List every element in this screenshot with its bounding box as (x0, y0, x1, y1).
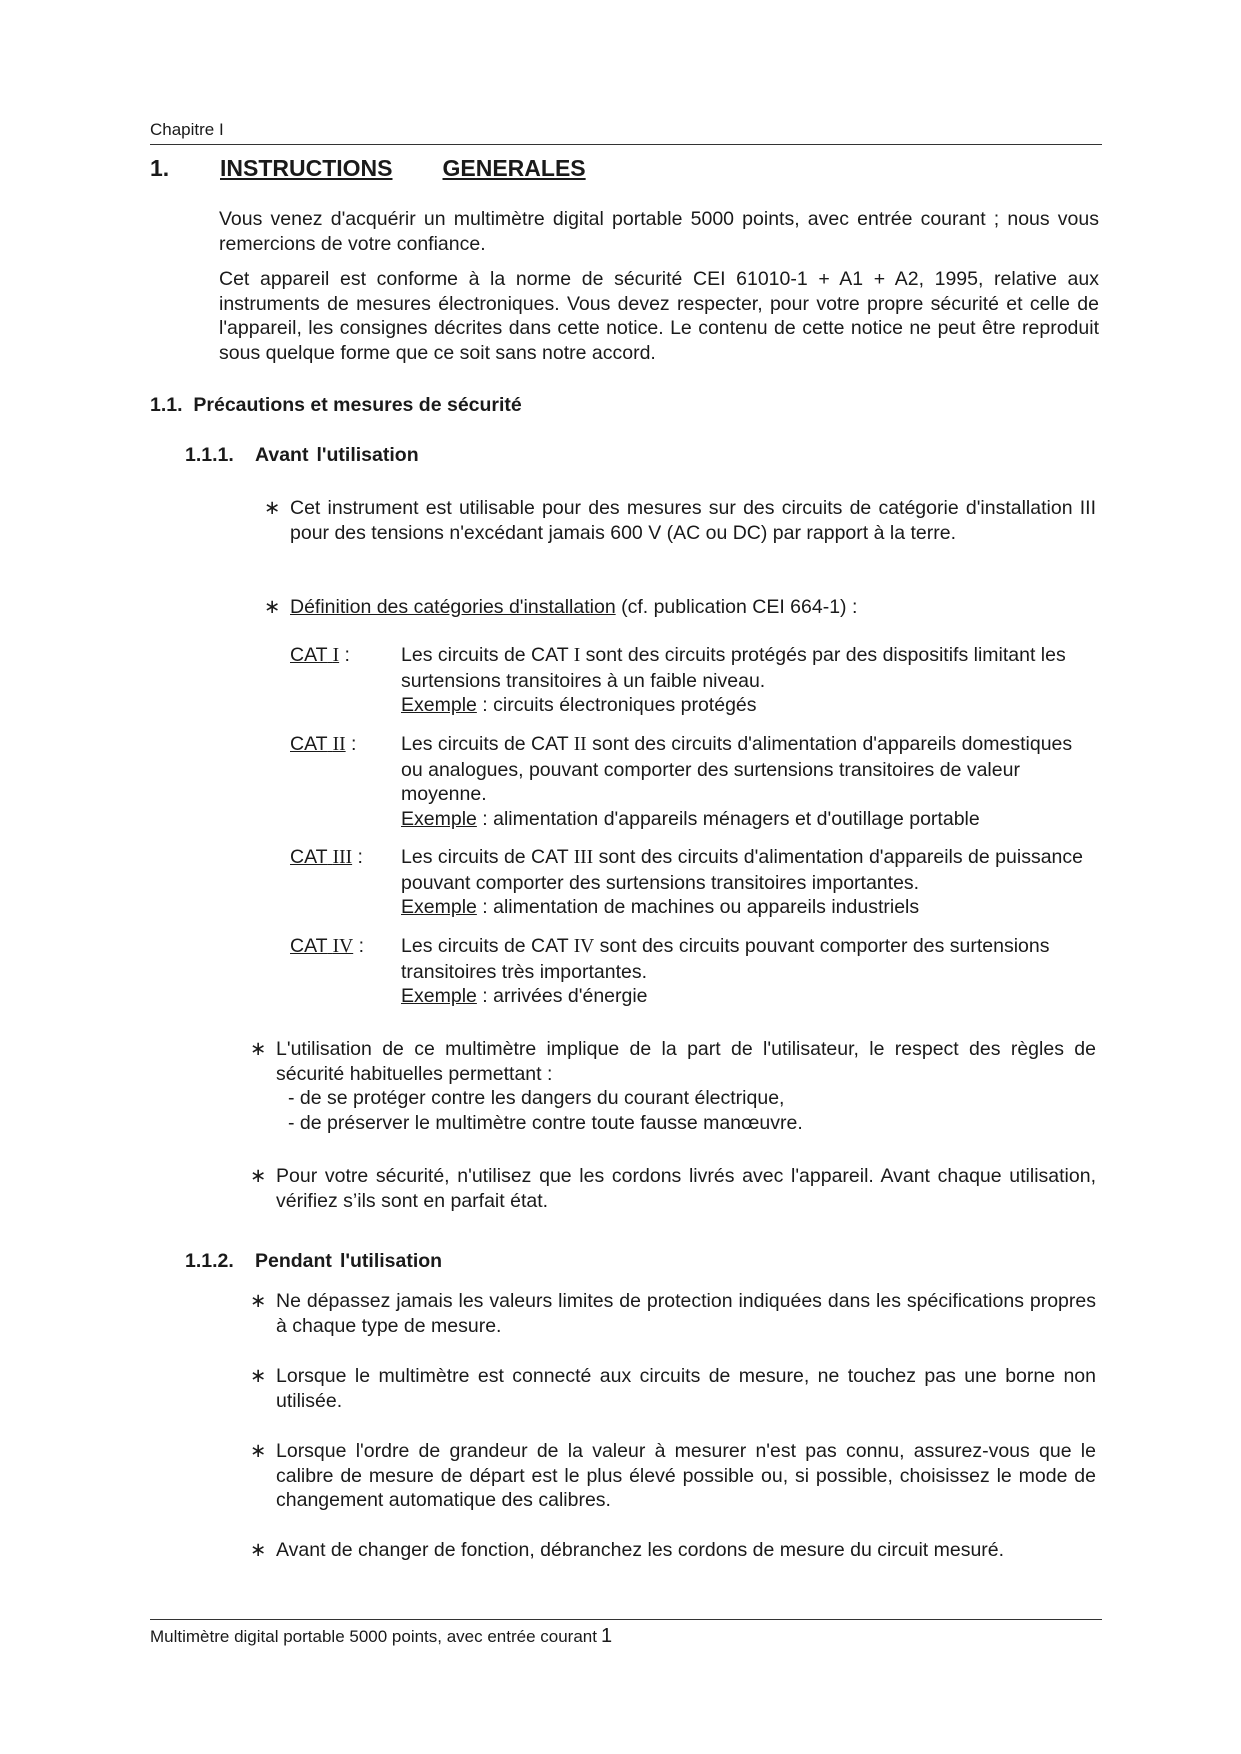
cat-1-label (290, 643, 350, 669)
heading-1-1-number: 1.1. (150, 394, 183, 416)
pendant-bullet-2-text: Lorsque le multimètre est connecté aux circuits de mesure, ne touchez pas une borne non utilisée. (276, 1365, 1096, 1412)
pendant-bullet-1 (250, 1289, 1096, 1338)
bullet-star-icon: ∗ (250, 1440, 267, 1462)
avant-bullet-4 (250, 1164, 1096, 1213)
heading-1-1-1 (185, 444, 419, 467)
pendant-bullet-4-text: Avant de changer de fonction, débranchez les cordons de mesure du circuit mesuré. (276, 1539, 1005, 1561)
heading-1-1-1-word2: l'utilisation (316, 444, 419, 466)
cat-4-sep: : (353, 935, 365, 957)
cat-3-example-text: : alimentation de machines ou appareils industriels (476, 896, 920, 918)
heading-1-1-2 (185, 1250, 442, 1273)
avant-bullet-1-text: Cet instrument est utilisable pour des mesures sur des circuits de catégorie d'installation III pour des tensions n'excédant jamais 600 V (AC ou DC) par rapport à la terre. (290, 497, 1096, 544)
header-rule (150, 144, 1102, 145)
cat-1-desc-pre: Les circuits de CAT (401, 644, 574, 666)
heading-1-number: 1. (150, 155, 170, 181)
cat-3-example-label: Exemple (401, 896, 477, 918)
cat-3 (290, 845, 1090, 920)
cat-3-label (290, 845, 363, 871)
cat-2-label (290, 732, 356, 758)
pendant-bullet-3 (250, 1439, 1096, 1513)
cat-1-example-text: : circuits électroniques protégés (476, 694, 757, 716)
avant-bullet-3 (250, 1037, 1096, 1135)
bullet-star-icon: ∗ (250, 1539, 267, 1561)
heading-1-1-1-word1: Avant (255, 444, 309, 466)
bullet-star-icon: ∗ (250, 1290, 267, 1312)
intro-paragraph-1: Vous venez d'acquérir un multimètre digital portable 5000 points, avec entrée courant ; nous vous remercions de votre confiance. (219, 208, 1099, 255)
avant-bullet-4-text: Pour votre sécurité, n'utilisez que les cordons livrés avec l'appareil. Avant chaque utilisation, vérifiez s’ils sont en parfait état. (276, 1165, 1096, 1212)
heading-1-1 (150, 394, 522, 417)
cat-1-key (290, 644, 339, 666)
intro-section (219, 207, 1099, 376)
cat-3-key-text: CAT (290, 846, 328, 868)
cat-1-desc-roman: I (573, 645, 581, 666)
bullet-star-icon: ∗ (250, 1165, 267, 1187)
cat-2-roman: II (332, 734, 346, 755)
heading-1-1-2-word2: l'utilisation (339, 1250, 443, 1272)
cat-2-example-label: Exemple (401, 807, 477, 830)
cat-1-sep: : (339, 644, 350, 666)
heading-1-word1: INSTRUCTIONS (220, 155, 393, 181)
heading-1-1-1-number: 1.1.1. (185, 444, 234, 466)
cat-2-desc-roman: II (573, 734, 587, 755)
intro-paragraph-2: Cet appareil est conforme à la norme de sécurité CEI 61010-1 + A1 + A2, 1995, relative aux instruments de mesures électroniques. Vous devez respecter, pour votre propre sécurité et celle de l'appareil, les consignes décrites dans cette notice. Le contenu de cette notice ne peut être reproduit sous quelque forme que ce soit sans notre accord. (219, 268, 1099, 364)
chapter-header: Chapitre I (150, 120, 224, 139)
cat-2-key (290, 733, 346, 755)
bullet-star-icon: ∗ (264, 596, 281, 618)
page-number: 1 (600, 1625, 613, 1647)
avant-bullet-3-text: L'utilisation de ce multimètre implique de la part de l'utilisateur, le respect des règles de sécurité habituelles permettant : (276, 1038, 1096, 1085)
cat-2-sep: : (345, 733, 357, 755)
cat-4 (290, 934, 1090, 1009)
cat-2-desc-pre: Les circuits de CAT (401, 733, 574, 755)
footer (150, 1625, 612, 1648)
cat-3-sep: : (352, 846, 363, 868)
bullet-star-icon: ∗ (250, 1038, 267, 1060)
footer-rule (150, 1619, 1102, 1620)
cat-4-desc-post: sont des circuits pouvant comporter des surtensions transitoires très importantes. (401, 935, 1050, 983)
cat-1-desc-post: sont des circuits protégés par des dispositifs limitant les surtensions transitoires à un faible niveau. (401, 644, 1066, 692)
cat-3-description (401, 845, 1090, 920)
cat-2-description (401, 732, 1090, 831)
cat-4-example-label: Exemple (401, 985, 477, 1007)
cat-3-roman: III (332, 847, 353, 868)
avant-bullet-2-rest: (cf. publication CEI 664-1) : (615, 596, 858, 618)
pendant-bullet-1-text: Ne dépassez jamais les valeurs limites de protection indiquées dans les spécifications propres à chaque type de mesure. (276, 1290, 1096, 1337)
cat-1-example-label: Exemple (401, 694, 477, 716)
cat-3-desc-pre: Les circuits de CAT (401, 846, 574, 868)
pendant-bullet-4 (250, 1538, 1096, 1563)
bullet-star-icon: ∗ (250, 1365, 267, 1387)
heading-1 (150, 155, 586, 182)
cat-1-key-text: CAT (290, 644, 328, 666)
cat-1-description (401, 643, 1090, 718)
avant-bullet-3-dash-2: - de préserver le multimètre contre toute fausse manœuvre. (288, 1111, 803, 1134)
heading-1-1-2-number: 1.1.2. (185, 1250, 234, 1272)
heading-1-1-2-word1: Pendant (255, 1250, 332, 1272)
categories-definition-link: Définition des catégories d'installation (290, 596, 616, 618)
footer-text: Multimètre digital portable 5000 points, avec entrée courant (150, 1627, 597, 1646)
cat-2-key-text: CAT (290, 733, 328, 755)
cat-3-desc-post: sont des circuits d'alimentation d'appareils de puissance pouvant comporter des surtensions transitoires importantes. (401, 846, 1083, 894)
cat-4-key-text: CAT (290, 935, 328, 957)
pendant-bullet-3-text: Lorsque l'ordre de grandeur de la valeur à mesurer n'est pas connu, assurez-vous que le calibre de mesure de départ est le plus élevé possible ou, si possible, choisissez le mode de changement automatique des calibres. (276, 1440, 1096, 1511)
pendant-bullet-2 (250, 1364, 1096, 1413)
heading-1-word2: GENERALES (442, 155, 586, 181)
cat-4-key (290, 935, 353, 957)
avant-bullet-2 (264, 595, 1096, 620)
cat-4-roman: IV (332, 936, 354, 957)
cat-4-description (401, 934, 1090, 1009)
cat-2-desc-post: sont des circuits d'alimentation d'appareils domestiques ou analogues, pouvant comporter des surtensions transitoires de valeur moyenne. (401, 733, 1073, 805)
bullet-star-icon: ∗ (264, 497, 281, 519)
cat-1-roman: I (332, 645, 340, 666)
cat-4-label (290, 934, 364, 960)
avant-bullet-3-dash-1: - de se protéger contre les dangers du courant électrique, (288, 1087, 785, 1109)
cat-1 (290, 643, 1090, 718)
cat-2-example-text: : alimentation d'appareils ménagers et d'outillage portable (476, 807, 980, 830)
cat-4-desc-pre: Les circuits de CAT (401, 935, 574, 957)
heading-1-1-title: Précautions et mesures de sécurité (193, 394, 522, 416)
cat-2 (290, 732, 1090, 831)
cat-4-desc-roman: IV (573, 936, 595, 957)
cat-4-example-text: : arrivées d'énergie (476, 985, 648, 1007)
cat-3-key (290, 846, 352, 868)
avant-bullet-1 (264, 496, 1096, 545)
cat-3-desc-roman: III (573, 847, 594, 868)
